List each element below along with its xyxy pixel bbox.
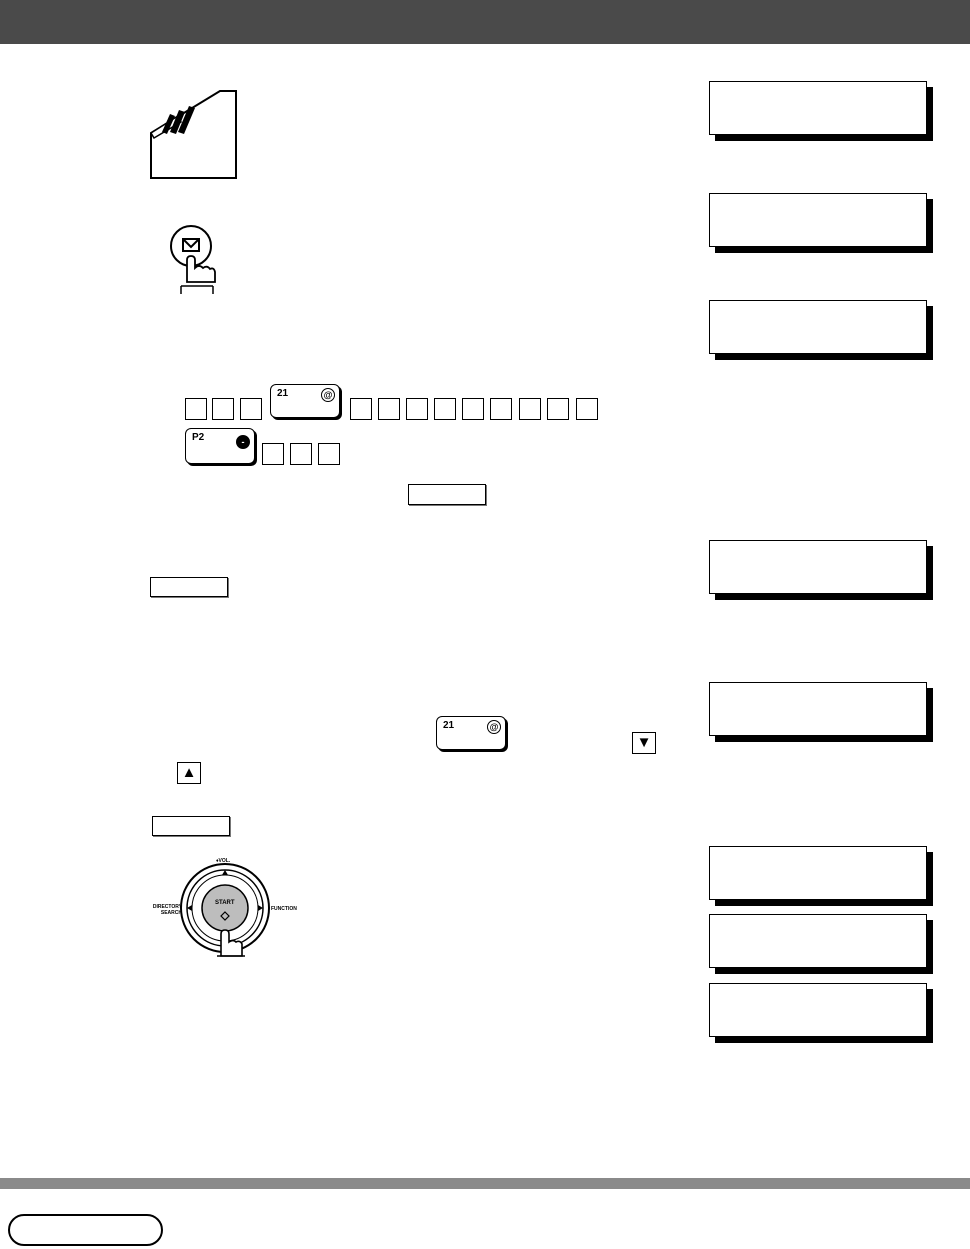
keypad-key[interactable] — [547, 398, 569, 420]
function-key[interactable] — [152, 816, 230, 836]
dash-icon: - — [236, 435, 250, 449]
keypad-key[interactable] — [406, 398, 428, 420]
at-sign-icon: @ — [321, 388, 335, 402]
one-touch-key-21[interactable] — [436, 716, 506, 750]
lcd-display-5 — [709, 682, 927, 736]
keypad-key[interactable] — [434, 398, 456, 420]
program-key-label: P2 — [192, 432, 205, 443]
document-icon — [148, 88, 240, 185]
one-touch-key-21[interactable] — [270, 384, 340, 418]
footer-bar — [0, 1178, 970, 1189]
keypad-key[interactable] — [212, 398, 234, 420]
keypad-key[interactable] — [262, 443, 284, 465]
keypad-key[interactable] — [490, 398, 512, 420]
header-bar — [0, 0, 970, 44]
lcd-display-6 — [709, 846, 927, 900]
lcd-display-3 — [709, 300, 927, 354]
function-key[interactable] — [408, 484, 486, 505]
keypad-key[interactable] — [519, 398, 541, 420]
keypad-key[interactable] — [350, 398, 372, 420]
lcd-display-8 — [709, 983, 927, 1037]
email-button-icon[interactable] — [165, 222, 225, 299]
arrow-down-key[interactable]: ▼ — [632, 732, 656, 754]
one-touch-key-label: 21 — [443, 720, 455, 731]
page-tab — [8, 1214, 163, 1246]
function-label: FUNCTION — [271, 906, 297, 912]
start-button-icon[interactable] — [175, 862, 285, 967]
keypad-key[interactable] — [318, 443, 340, 465]
lcd-display-4 — [709, 540, 927, 594]
program-key-p2[interactable] — [185, 428, 255, 464]
arrow-up-key[interactable]: ▲ — [177, 762, 201, 784]
function-key[interactable] — [150, 577, 228, 597]
lcd-display-1 — [709, 81, 927, 135]
lcd-display-7 — [709, 914, 927, 968]
one-touch-key-label: 21 — [277, 388, 289, 399]
keypad-key[interactable] — [185, 398, 207, 420]
at-sign-icon: @ — [487, 720, 501, 734]
keypad-key[interactable] — [576, 398, 598, 420]
keypad-key[interactable] — [378, 398, 400, 420]
directory-search-label: DIRECTORY SEARCH — [152, 904, 182, 916]
keypad-key[interactable] — [290, 443, 312, 465]
keypad-key[interactable] — [240, 398, 262, 420]
keypad-key[interactable] — [462, 398, 484, 420]
volume-label: ♦VOL. — [216, 858, 231, 864]
start-label: START — [215, 900, 235, 906]
lcd-display-2 — [709, 193, 927, 247]
